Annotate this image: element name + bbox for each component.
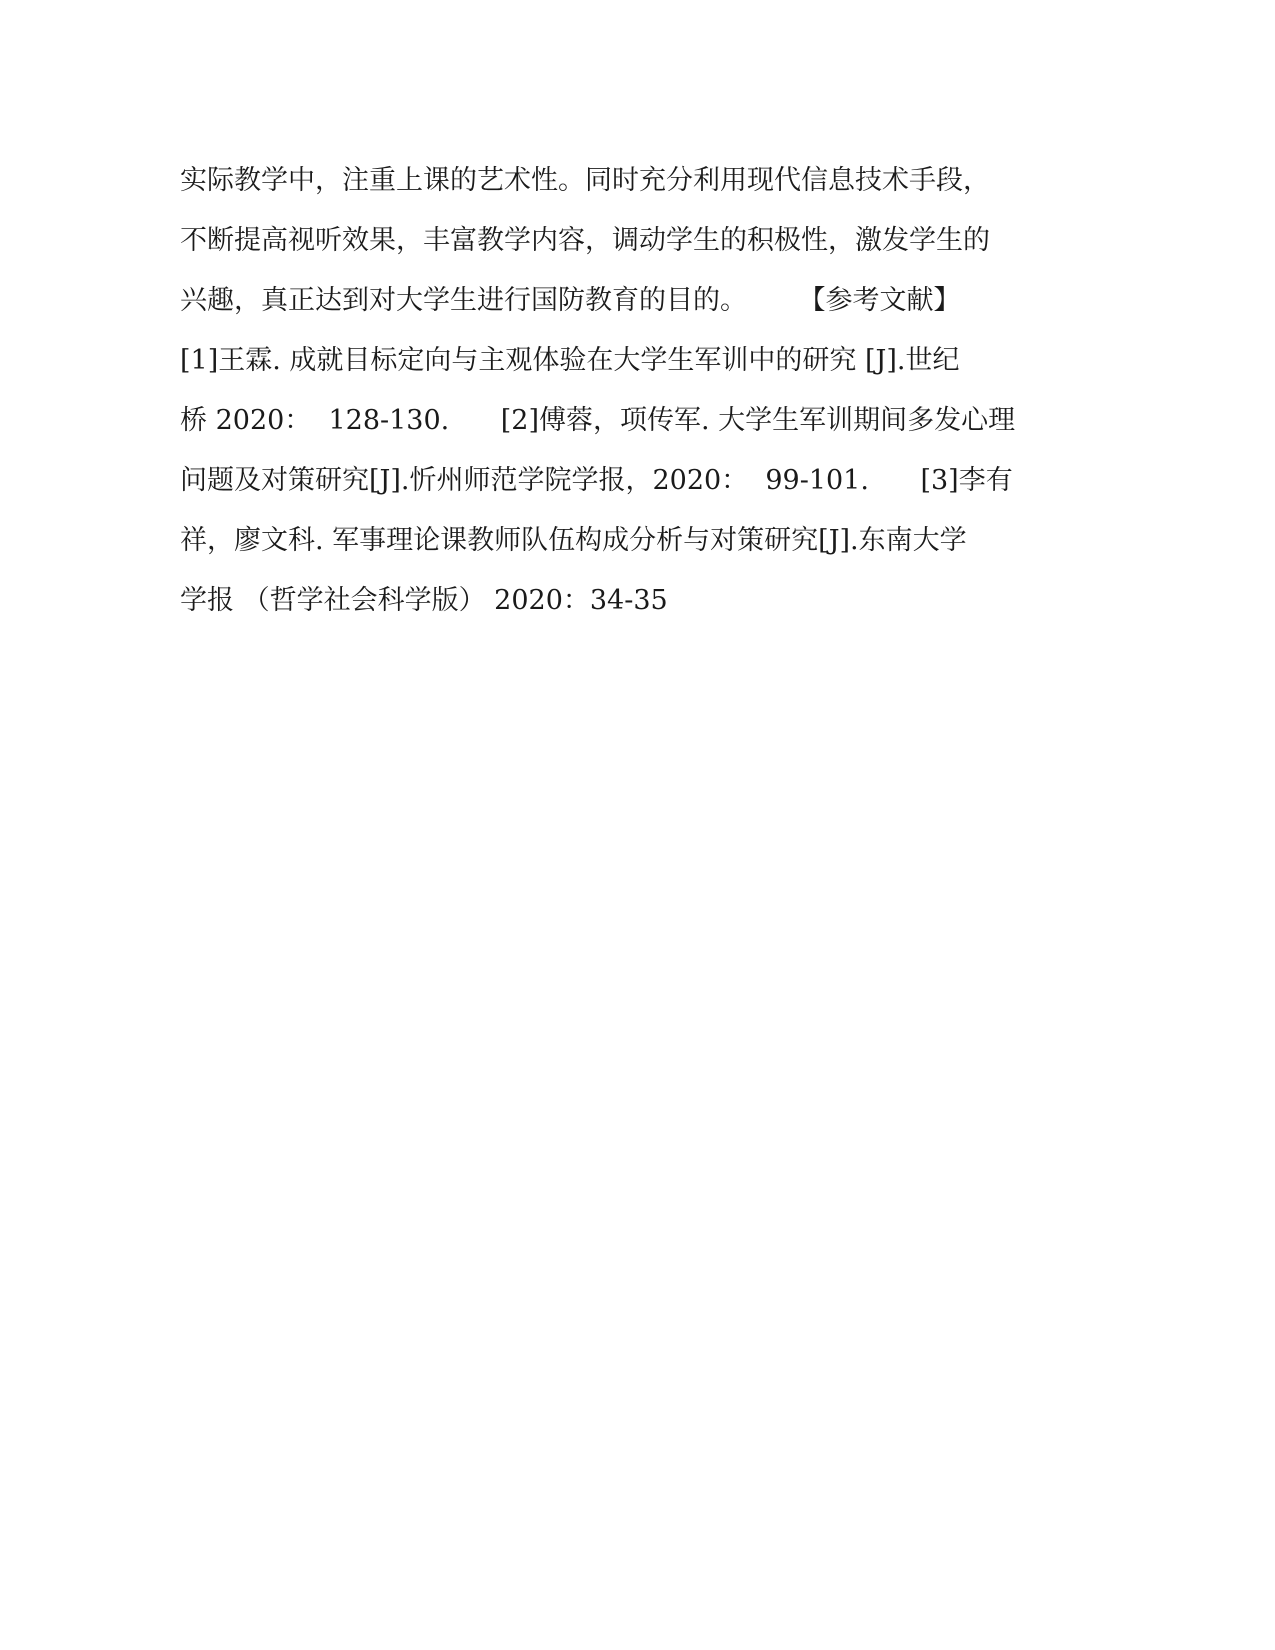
- reference-line: 桥 2020： 128-130. [2]傅蓉，项传军. 大学生军训期间多发心理: [180, 405, 1016, 436]
- reference-line: 祥，廖文科. 军事理论课教师队伍构成分析与对策研究[J].东南大学: [180, 525, 967, 556]
- text-line: 实际教学中，注重上课的艺术性。同时充分利用现代信息技术手段，: [180, 165, 990, 196]
- reference-line: 学报 （哲学社会科学版） 2020：34-35: [180, 585, 668, 616]
- reference-line: 问题及对策研究[J].忻州师范学院学报，2020： 99-101. [3]李有: [180, 465, 1013, 496]
- reference-line: [1]王霖. 成就目标定向与主观体验在大学生军训中的研究 [J].世纪: [180, 345, 960, 376]
- text-line: 兴趣，真正达到对大学生进行国防教育的目的。 【参考文献】: [180, 285, 961, 316]
- body-text: [180, 154, 1060, 634]
- text-line: 不断提高视听效果，丰富教学内容，调动学生的积极性，激发学生的: [180, 225, 990, 256]
